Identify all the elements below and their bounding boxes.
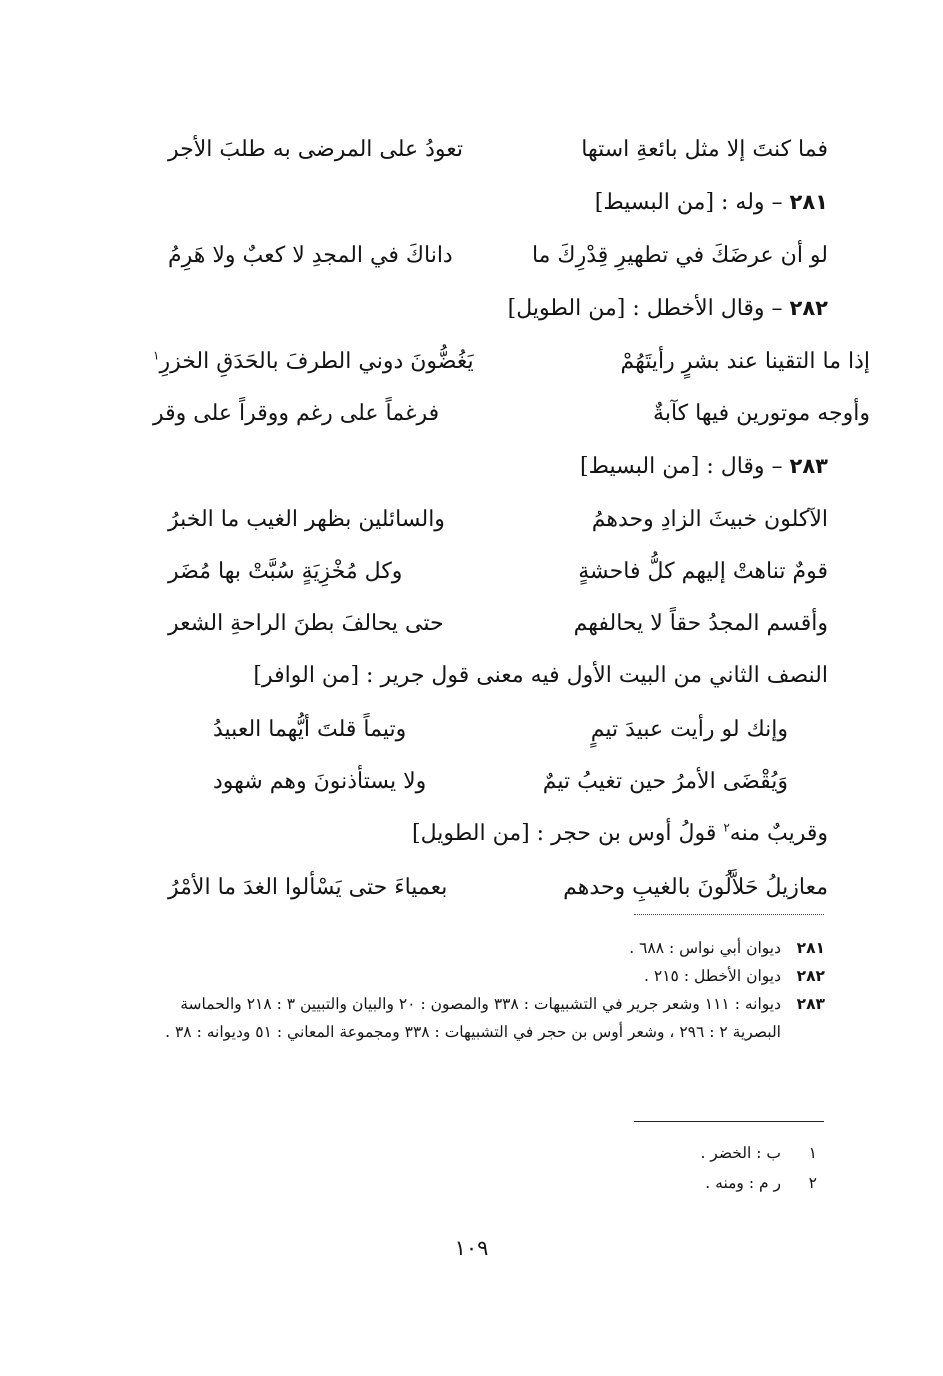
commentary-line <box>158 812 828 866</box>
verse-second-hemistich: حتى يحالفَ بطنَ الراحةِ الشعر <box>168 611 444 636</box>
verse-first-hemistich: قومٌ تناهتْ إليهم كلُّ فاحشةٍ <box>578 559 828 584</box>
footnote-marker: ٢ <box>723 820 730 835</box>
commentary-text: وقريبٌ منه <box>729 821 828 846</box>
entry-heading-281 <box>158 180 828 234</box>
verse-second-hemistich: ولا يستأذنونَ وهم شهود <box>213 769 427 794</box>
footnote-text: ر م : ومنه . <box>705 1174 781 1192</box>
sources-list <box>155 934 825 1046</box>
footnote-marker: ١ <box>153 348 160 363</box>
verse-first-hemistich: وأوجه موتورين فيها كآبةٌ <box>653 401 870 426</box>
source-number: ٢٨٢ <box>796 967 825 985</box>
verse-line <box>158 602 828 654</box>
verse-second-hemistich-text: يَغُضُّونَ دوني الطرفَ بالحَدَقِ الخزرِ <box>159 349 474 374</box>
verse-line <box>153 392 870 444</box>
footnote <box>525 1168 825 1198</box>
verse-first-hemistich: الآكلون خبيثَ الزادِ وحدهمُ <box>591 507 828 532</box>
verse-line <box>153 340 870 392</box>
entry-heading-282 <box>158 286 828 340</box>
source-number: ٢٨٣ <box>796 995 825 1013</box>
verse-second-hemistich: وكل مُخْزِيَةٍ سُبَّتْ بها مُضَر <box>168 559 403 584</box>
verse-line <box>158 550 828 602</box>
verse-line <box>158 708 828 760</box>
verse-line <box>158 498 828 550</box>
verse-second-hemistich <box>153 340 474 384</box>
entry-heading-text: – وله : [من البسيط] <box>594 190 783 215</box>
source-entry <box>155 934 825 962</box>
source-text: ديوان الأخطل : ٢١٥ . <box>644 967 781 985</box>
verse-second-hemistich: داناكَ في المجدِ لا كعبٌ ولا هَرِمُ <box>168 243 453 268</box>
verse-line <box>158 760 828 812</box>
verse-second-hemistich: بعمياءَ حتى يَسْألوا الغدَ ما الأمْرُ <box>168 875 448 900</box>
verse-first-hemistich: لو أن عرضَكَ في تطهيرِ قِدْرِكَ ما <box>531 243 828 268</box>
verse-second-hemistich: والسائلين بظهر الغيب ما الخبرُ <box>168 507 445 532</box>
entry-heading-text: – وقال الأخطل : [من الطويل] <box>507 296 783 321</box>
source-entry <box>155 990 825 1046</box>
verse-first-hemistich: فما كنتَ إلا مثل بائعةِ استها <box>581 137 828 162</box>
verse-line <box>158 866 828 918</box>
source-text: ديوانه : ١١١ وشعر جرير في التشبيهات : ٣٣٨ والمصون : ٢٠ والبيان والتبيين ٣ : ٢١٨ والحماسة البصرية ٢ : ٢٩٦ ، وشعر أوس بن حجر في التشبيهات : ٣٣٨ ومجموعة المعاني : ٥١ وديوانه : ٣٨ . <box>165 995 781 1041</box>
verse-first-hemistich: إذا ما التقينا عند بشرٍ رأيتَهُمْ <box>620 349 870 374</box>
verse-first-hemistich: وأقسم المجدُ حقاً لا يحالفهم <box>573 611 828 636</box>
footnote-text: ب : الخضر . <box>700 1144 781 1162</box>
entry-heading-text: – وقال : [من البسيط] <box>580 454 783 479</box>
footnotes-divider <box>634 1121 824 1122</box>
sources-divider <box>634 914 824 915</box>
entry-number: ٢٨١ <box>789 190 828 214</box>
entry-heading-283 <box>158 444 828 498</box>
footnotes-list <box>525 1138 825 1198</box>
source-text: ديوان أبي نواس : ٦٨٨ . <box>629 939 781 957</box>
main-text <box>153 128 870 918</box>
verse-second-hemistich: وتيماً قلتَ أيُّهما العبيدُ <box>213 717 407 742</box>
commentary-line: النصف الثاني من البيت الأول فيه معنى قول جرير : [من الوافر] <box>253 663 828 688</box>
verse-first-hemistich: وإنك لو رأيت عبيدَ تيمٍ <box>590 717 788 742</box>
verse-second-hemistich: فرغماً على رغم ووقراً على وقر <box>153 401 440 426</box>
source-number: ٢٨١ <box>796 939 825 957</box>
verse-line <box>158 128 828 180</box>
commentary-text: قولُ أوس بن حجر : [من الطويل] <box>411 821 724 846</box>
verse-line <box>158 234 828 286</box>
footnote <box>525 1138 825 1168</box>
verse-first-hemistich: معازيلُ حَلاَّلُونَ بالغيبِ وحدهم <box>563 875 828 900</box>
verse-second-hemistich: تعودُ على المرضى به طلبَ الأجر <box>168 137 464 162</box>
source-entry <box>155 962 825 990</box>
page-number: ١٠٩ <box>454 1236 489 1260</box>
footnote-number: ١ <box>808 1144 817 1162</box>
entry-number: ٢٨٢ <box>789 296 828 320</box>
footnote-number: ٢ <box>808 1174 817 1192</box>
verse-first-hemistich: وَيُقْضَى الأمرُ حين تغيبُ تيمٌ <box>542 769 788 794</box>
entry-number: ٢٨٣ <box>789 454 828 478</box>
